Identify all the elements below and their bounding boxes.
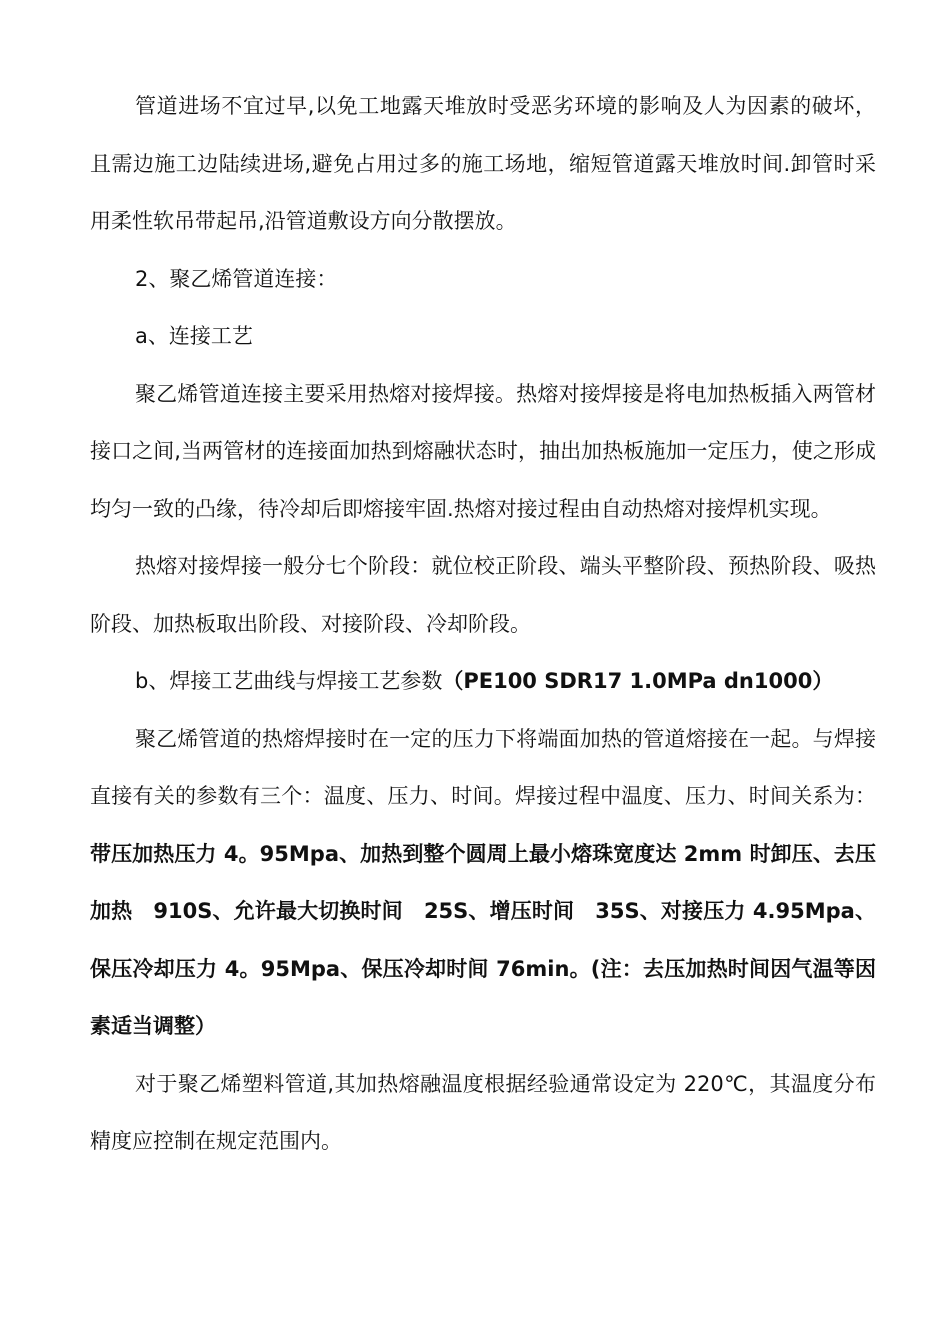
subsection-heading-connection-process xyxy=(90,308,876,366)
paragraph-welding-stages xyxy=(90,538,876,653)
pipe-specification: （PE100 SDR17 1.0MPa dn1000） xyxy=(442,669,834,693)
subsection-heading-welding-parameters xyxy=(90,653,876,711)
paragraph-welding-parameter-details xyxy=(90,711,876,1056)
paragraph-pipe-delivery xyxy=(90,78,876,251)
paragraph-text: 聚乙烯管道的热熔焊接时在一定的压力下将端面加热的管道熔接在一起。与焊接直接有关的参数有三个：温度、压力、时间。焊接过程中温度、压力、时间关系为： xyxy=(90,726,876,808)
paragraph-hot-melt-welding xyxy=(90,366,876,539)
paragraph-melting-temperature xyxy=(90,1056,876,1171)
paragraph-text: 管道进场不宜过早,以免工地露天堆放时受恶劣环境的影响及人为因素的破坏，且需边施工边陆续进场,避免占用过多的施工场地，缩短管道露天堆放时间.卸管时采用柔性软吊带起吊,沿管道敷设方向分散摆放。 xyxy=(90,94,876,233)
paragraph-text: 聚乙烯管道连接主要采用热熔对接焊接。热熔对接焊接是将电加热板插入两管材接口之间,当两管材的连接面加热到熔融状态时，抽出加热板施加一定压力，使之形成均匀一致的凸缘，待冷却后即熔接牢固.热熔对接过程由自动热熔对接焊机实现。 xyxy=(90,381,877,521)
paragraph-text: 对于聚乙烯塑料管道,其加热熔融温度根据经验通常设定为 220℃，其温度分布精度应控制在规定范围内。 xyxy=(90,1071,876,1153)
heading-text: a、连接工艺 xyxy=(135,324,253,348)
heading-text: 2、聚乙烯管道连接： xyxy=(135,266,338,291)
heading-text: b、焊接工艺曲线与焊接工艺参数 xyxy=(135,669,443,693)
section-heading-pe-pipe-connection xyxy=(90,251,876,309)
paragraph-text: 热熔对接焊接一般分七个阶段：就位校正阶段、端头平整阶段、预热阶段、吸热阶段、加热板取出阶段、对接阶段、冷却阶段。 xyxy=(90,554,876,636)
document-body xyxy=(90,78,876,1171)
welding-parameter-values: 带压加热压力 4。95Mpa、加热到整个圆周上最小熔珠宽度达 2mm 时卸压、去压加热 910S、允许最大切换时间 25S、增压时间 35S、对接压力 4.95Mpa、保压冷却压力 4。95Mpa、保压冷却时间 76min。(注：去压加热时间因气温等因素适当调整） xyxy=(90,841,876,1038)
